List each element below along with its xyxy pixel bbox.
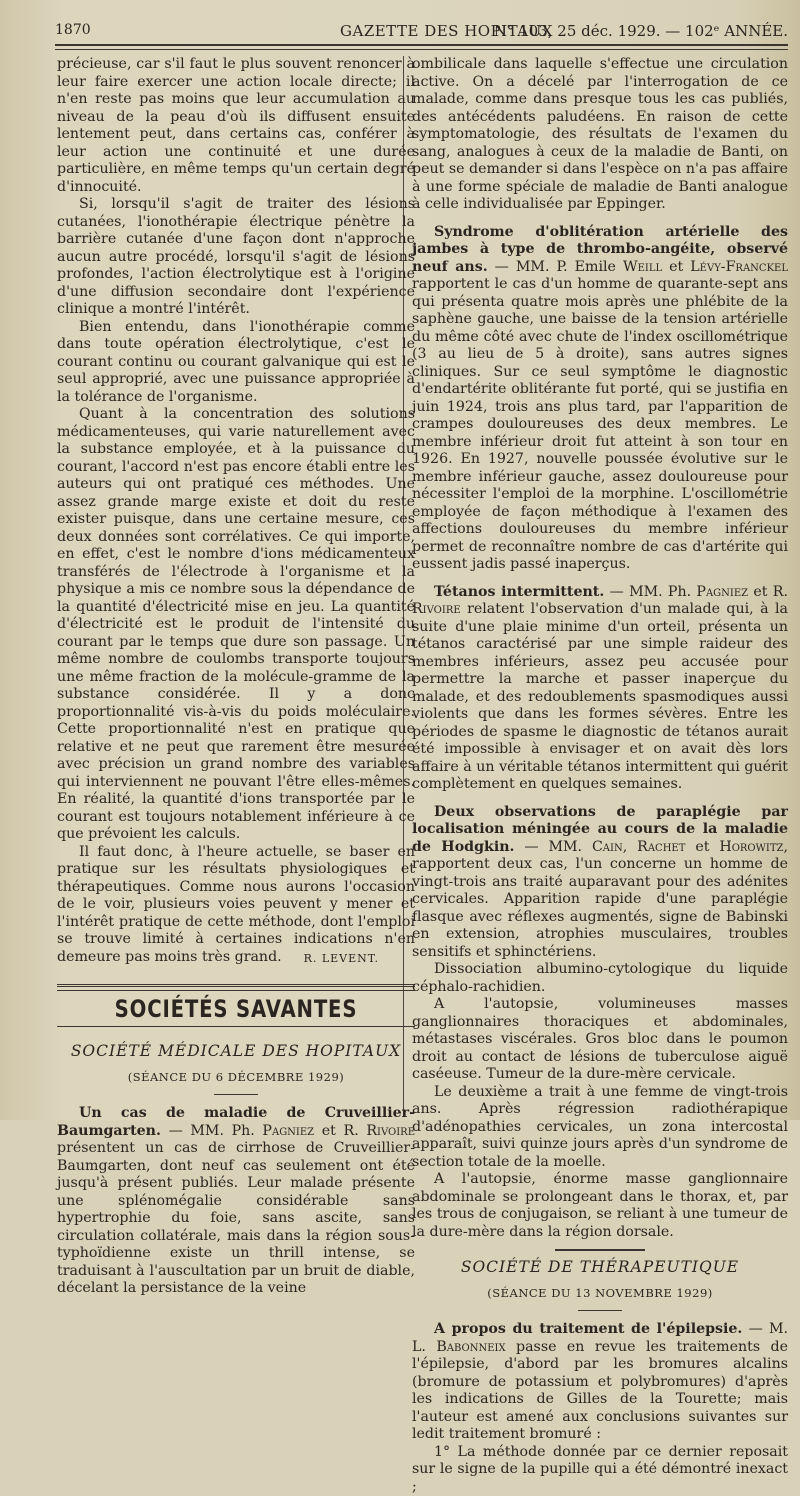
short-rule: [578, 1310, 622, 1311]
left-column: [57, 56, 415, 1298]
article-heading: Tétanos intermittent.: [434, 584, 604, 600]
paragraph: Le deuxième a trait à une femme de vingt-trois ans. Après régression radiothérapique d'adénopathies cervicales, un zona intercostal apparaît, suivi quinze jours après d'un syndrome de section totale de la moelle.: [412, 1084, 788, 1172]
author-name: Pagniez: [696, 584, 748, 600]
right-column: [412, 56, 788, 1496]
author-name: Rivoire: [412, 601, 461, 617]
article-heading: A propos du traitement de l'épilepsie.: [434, 1321, 742, 1337]
author-name: Babonneix: [436, 1339, 505, 1355]
separator-rule: [555, 1249, 645, 1251]
header-rule: [55, 44, 788, 50]
author-name: Pagniez: [262, 1123, 314, 1139]
article: A propos du traitement de l'épilepsie. — M. L. Babonneix passe en revue les traitements de l'épilepsie, d'abord par les bromures alcalins (bromure de potassium et polybromures) d'après les indications de Gilles de la Tourette; mais l'auteur est amené aux conclusions suivantes sur ledit traitement bromuré :: [412, 1321, 788, 1444]
paragraph: précieuse, car s'il faut le plus souvent renoncer à leur faire exercer une action locale directe; il n'en reste pas moins que leur accumulation au niveau de la peau d'où ils diffusent ensuite lentement peut, dans certains cas, conférer à leur action une continuité et une durée particulière, en même temps qu'un certain degré d'innocuité.: [57, 56, 415, 196]
author-name: Rachet: [637, 839, 685, 855]
paragraph: A l'autopsie, volumineuses masses ganglionnaires thoraciques et abdominales, métastases viscérales. Gros bloc dans le poumon droit au contact de lésions de tuberculose aiguë caséeuse. Tumeur de la dure-mère cervicale.: [412, 996, 788, 1084]
session-date: (SÉANCE DU 6 DÉCEMBRE 1929): [57, 1069, 415, 1087]
article: Syndrome d'oblitération artérielle des jambes à type de thrombo-angéite, observé neuf ans. — MM. P. Emile Weill et Lévy-Franckel rapportent le cas d'un homme de quarante-sept ans qui présenta quatre mois après une phlébite de la saphène gauche, une baisse de la tension artérielle du même côté avec chute de l'index oscillométrique (3 au lieu de 5 à droite), sans autres signes cliniques. Sur ce seul symptôme le diagnostic d'endartérite oblitérante fut porté, qui se justifia en juin 1924, trois ans plus tard, par l'apparition de crampes douloureuses des deux membres. Le membre inférieur droit fut atteint à son tour en 1926. En 1927, nouvelle poussée évolutive sur le membre inférieur gauche, assez douloureuse pour nécessiter l'emploi de la morphine. L'oscillométrie employée de façon méthodique à l'examen des affections douloureuses du membre inférieur permet de reconnaître nombre de cas d'artérite qui eussent jadis passé inaperçus.: [412, 224, 788, 574]
paragraph: Il faut donc, à l'heure actuelle, se baser en pratique sur les résultats physiologiques et thérapeutiques. Comme nous aurons l'occasion de le voir, plusieurs voies peuvent y mener et l'intérêt pratique de cette méthode, dont l'emploi se trouve limité à certaines indications n'en demeure pas moins très grand.: [57, 844, 415, 967]
journal-title: GAZETTE DES HOPITAUX: [340, 22, 553, 40]
article-heading: Un cas de maladie de Cruveillier-Baumgarten.: [57, 1105, 415, 1139]
article: Tétanos intermittent. — MM. Ph. Pagniez et R. Rivoire relatent l'observation d'un malade qui, à la suite d'une plaie minime d'un orteil, présenta un tétanos caractérisé par une simple raideur des membres inférieurs, assez peu accusée pour permettre la marche et passer inaperçue du malade, et des redoublements spasmodiques aussi violents que dans les formes sévères. Entre les périodes de spasme le diagnostic de tétanos aurait été impossible à envisager et on avait dès lors affaire à un véritable tétanos intermittent qui guérit complètement en quelques semaines.: [412, 584, 788, 794]
section-rule: [57, 1026, 415, 1027]
article: Deux observations de paraplégie par localisation méningée au cours de la maladie de Hodgkin. — MM. Cain, Rachet et Horowitz, rapportent deux cas, l'un concerne un homme de vingt-trois ans traité auparavant pour des adénites cervicales. Apparition rapide d'une paraplégie flasque avec réflexes augmentés, signe de Babinski en extension, atrophies musculaires, troubles sensitifs et sphinctériens.: [412, 804, 788, 962]
society-title: SOCIÉTÉ MÉDICALE DES HOPITAUX: [57, 1043, 415, 1061]
author-name: Lévy-Franckel: [690, 259, 788, 275]
section-title: SOCIÉTÉS SAVANTES: [89, 1001, 383, 1019]
page-header: [55, 18, 788, 44]
short-rule: [214, 1094, 258, 1095]
section-rule: [57, 984, 415, 991]
author-name: Horowitz: [719, 839, 783, 855]
paragraph: Si, lorsqu'il s'agit de traiter des lésions cutanées, l'ionothérapie électrique pénètre la barrière cutanée d'une façon dont n'approche aucun autre procédé, lorsqu'il s'agit de lésions profondes, l'action électrolytique est à l'origine d'une diffusion secondaire dont l'expérience clinique a montré l'intérêt.: [57, 196, 415, 319]
paragraph: Quant à la concentration des solutions médicamenteuses, qui varie naturellement avec la substance employée, et à la puissance du courant, l'accord n'est pas encore établi entre les auteurs qui ont pratiqué ces méthodes. Une assez grande marge existe et doit du reste exister puisque, dans une certaine mesure, ces deux données sont corrélatives. Ce qui importe, en effet, c'est le nombre d'ions médicamenteux transférés de l'électrode à l'organisme et la physique a mis ce nombre sous la dépendance de la quantité d'électricité mise en jeu. La quantité d'électricité est le produit de l'intensité du courant par le temps que dure son passage. Un même nombre de coulombs transporte toujours une même fraction de la molécule-gramme de la substance considérée. Il y a donc proportionnalité vis-à-vis du poids moléculaire. Cette proportionnalité n'est en pratique que relative et ne peut que rarement être mesurée avec précision un grand nombre des variables qui interviennent ne pouvant l'être elles-mêmes. En réalité, la quantité d'ions transportée par le courant est toujours notablement inférieure à ce que prévoient les calculs.: [57, 406, 415, 844]
issue-info: N° 103, 25 déc. 1929. — 102ᵉ ANNÉE.: [494, 22, 788, 40]
author-name: Weill: [623, 259, 662, 275]
society-title: SOCIÉTÉ DE THÉRAPEUTIQUE: [412, 1259, 788, 1277]
author-name: Rivoire: [366, 1123, 415, 1139]
article-heading: Deux observations de paraplégie par localisation méningée au cours de la maladie de Hodgkin.: [412, 804, 788, 855]
author-signature: R. LEVENT.: [57, 950, 415, 968]
page-number: 1870: [55, 22, 91, 38]
paragraph: Bien entendu, dans l'ionothérapie comme dans toute opération électrolytique, c'est le courant continu ou courant galvanique qui est le seul approprié, avec une puissance appropriée à la tolérance de l'organisme.: [57, 319, 415, 407]
session-date: (SÉANCE DU 13 NOVEMBRE 1929): [412, 1285, 788, 1303]
author-name: Cain: [592, 839, 623, 855]
paragraph: A l'autopsie, énorme masse ganglionnaire abdominale se prolongeant dans le thorax, et, par les trous de conjugaison, se reliant à une tumeur de la dure-mère dans la région dorsale.: [412, 1171, 788, 1241]
article: Un cas de maladie de Cruveillier-Baumgarten. — MM. Ph. Pagniez et R. Rivoire présentent un cas de cirrhose de Cruveillier-Baumgarten, dont neuf cas seulement ont été jusqu'à présent publiés. Leur malade présente une splénomégalie considérable sans hypertrophie du foie, sans ascite, sans circulation collatérale, mais dans la région sous-typhoïdienne existe un thrill intense, se traduisant à l'auscultation par un bruit de diable, décelant la persistance de la veine: [57, 1105, 415, 1298]
paragraph: Dissociation albumino-cytologique du liquide céphalo-rachidien.: [412, 961, 788, 996]
paragraph: 1° La méthode donnée par ce dernier reposait sur le signe de la pupille qui a été démontré inexact ;: [412, 1444, 788, 1496]
paragraph: ombilicale dans laquelle s'effectue une circulation active. On a décelé par l'interrogation de ce malade, comme dans presque tous les cas publiés, des antécédents paludéens. En raison de cette symptomatologie, des résultats de l'examen du sang, analogues à ceux de la maladie de Banti, on peut se demander si dans l'espèce on n'a pas affaire à une forme spéciale de maladie de Banti analogue à celle individualisée par Eppinger.: [412, 56, 788, 214]
article-heading: Syndrome d'oblitération artérielle des jambes à type de thrombo-angéite, observé neuf ans.: [412, 224, 788, 275]
